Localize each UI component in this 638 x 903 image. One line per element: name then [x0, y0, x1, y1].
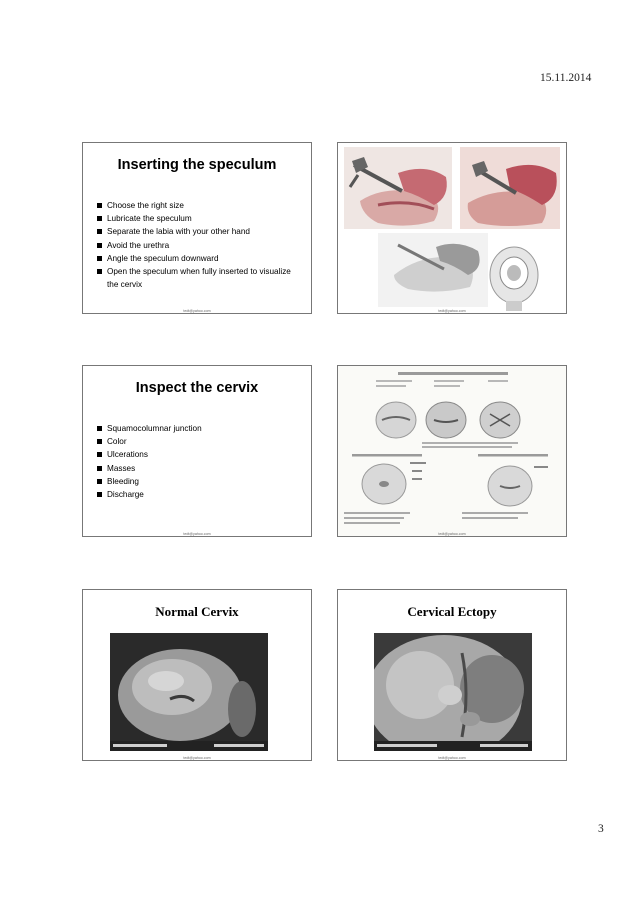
ectopy-photo [374, 633, 532, 751]
speculum-illustration [338, 143, 567, 314]
list-item: Bleeding [97, 475, 297, 488]
list-item: Separate the labia with your other hand [97, 225, 297, 238]
slide-footer: tedt@yahoo.com [438, 756, 466, 760]
list-item: Masses [97, 462, 297, 475]
list-item: Discharge [97, 488, 297, 501]
slide-title: Inspect the cervix [135, 380, 259, 396]
list-item: Avoid the urethra [97, 239, 297, 252]
list-item: Lubricate the speculum [97, 212, 297, 225]
slide-footer: tedt@yahoo.com [183, 309, 211, 313]
document-date: 15.11.2014 [540, 72, 592, 84]
slide-title: Normal Cervix [155, 604, 239, 619]
slide-cervix-variations [337, 365, 567, 537]
slide-inserting-speculum [82, 142, 312, 314]
list-item: Color [97, 435, 297, 448]
slide-cervical-ectopy [337, 589, 567, 761]
slide-normal-cervix [82, 589, 312, 761]
list-item: Angle the speculum downward [97, 252, 297, 265]
bullet-list [97, 199, 297, 291]
slide-inspect-cervix [82, 365, 312, 537]
slide-speculum-images [337, 142, 567, 314]
slide-title: Inserting the speculum [117, 157, 277, 173]
cervix-photo [110, 633, 268, 751]
slide-footer: tedt@yahoo.com [183, 756, 211, 760]
list-item: Ulcerations [97, 448, 297, 461]
page-number: 3 [598, 823, 604, 835]
slide-footer: tedt@yahoo.com [438, 309, 466, 313]
slide-footer: tedt@yahoo.com [438, 532, 466, 536]
slide-title: Cervical Ectopy [407, 604, 497, 619]
list-item: Open the speculum when fully inserted to visualize the cervix [97, 265, 297, 291]
list-item: Squamocolumnar junction [97, 422, 297, 435]
cervix-variations-plate [338, 366, 567, 537]
bullet-list [97, 422, 297, 501]
slide-footer: tedt@yahoo.com [183, 532, 211, 536]
list-item: Choose the right size [97, 199, 297, 212]
